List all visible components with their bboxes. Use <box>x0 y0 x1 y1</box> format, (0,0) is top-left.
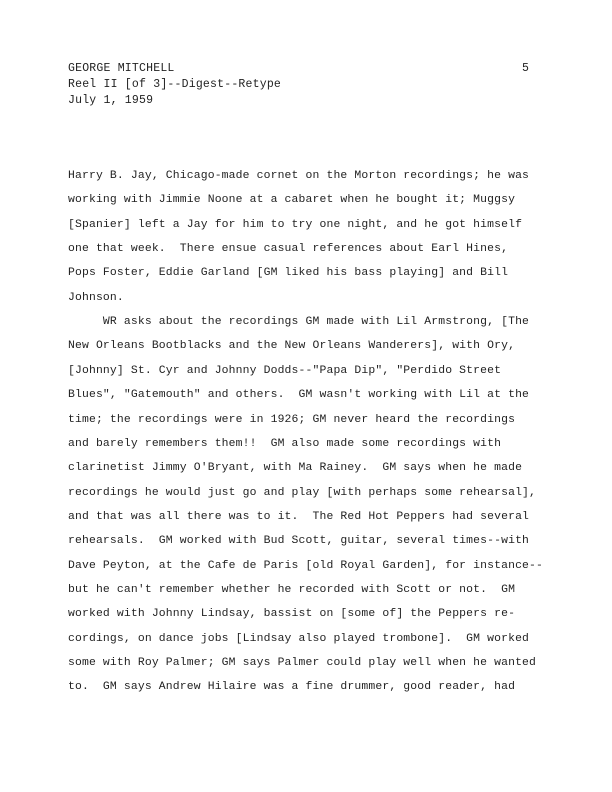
text-line: Dave Peyton, at the Cafe de Paris [old Royal Garden], for instance-- <box>68 559 544 572</box>
text-line: WR asks about the recordings GM made with Lil Armstrong, [The <box>68 316 530 329</box>
header-date: July 1, 1959 <box>68 94 154 107</box>
text-line: New Orleans Bootblacks and the New Orleans Wanderers], with Ory, <box>68 340 516 353</box>
header-name: GEORGE MITCHELL <box>68 62 175 75</box>
text-line: Blues", "Gatemouth" and others. GM wasn't working with Lil at the <box>68 389 530 402</box>
text-line: Pops Foster, Eddie Garland [GM liked his bass playing] and Bill <box>68 267 509 280</box>
text-line: recordings he would just go and play [with perhaps some rehearsal], <box>68 486 537 499</box>
text-line: but he can't remember whether he recorded with Scott or not. GM <box>68 583 516 596</box>
text-line: and barely remembers them!! GM also made some recordings with <box>68 437 502 450</box>
text-line: and that was all there was to it. The Red Hot Peppers had several <box>68 510 530 523</box>
text-line: rehearsals. GM worked with Bud Scott, guitar, several times--with <box>68 535 530 548</box>
text-line: working with Jimmie Noone at a cabaret when he bought it; Muggsy <box>68 194 516 207</box>
text-line: some with Roy Palmer; GM says Palmer could play well when he wanted <box>68 657 537 669</box>
text-line: Johnson. <box>68 291 124 304</box>
text-line: clarinetist Jimmy O'Bryant, with Ma Rainey. GM says when he made <box>68 462 523 475</box>
text-line: cordings, on dance jobs [Lindsay also played trombone]. GM worked <box>68 632 530 645</box>
text-line: worked with Johnny Lindsay, bassist on [some of] the Peppers re- <box>68 608 516 621</box>
text-line: [Johnny] St. Cyr and Johnny Dodds--"Papa Dip", "Perdido Street <box>68 364 502 377</box>
text-line: to. GM says Andrew Hilaire was a fine drummer, good reader, had <box>68 681 516 694</box>
text-line: one that week. There ensue casual references about Earl Hines, <box>68 243 509 256</box>
text-line: Harry B. Jay, Chicago-made cornet on the Morton recordings; he was <box>68 170 530 182</box>
text-line: time; the recordings were in 1926; GM never heard the recordings <box>68 413 516 426</box>
page-number: 5 <box>522 62 529 75</box>
header-reel: Reel II [of 3]--Digest--Retype <box>68 78 282 91</box>
text-line: [Spanier] left a Jay for him to try one night, and he got himself <box>68 218 523 231</box>
